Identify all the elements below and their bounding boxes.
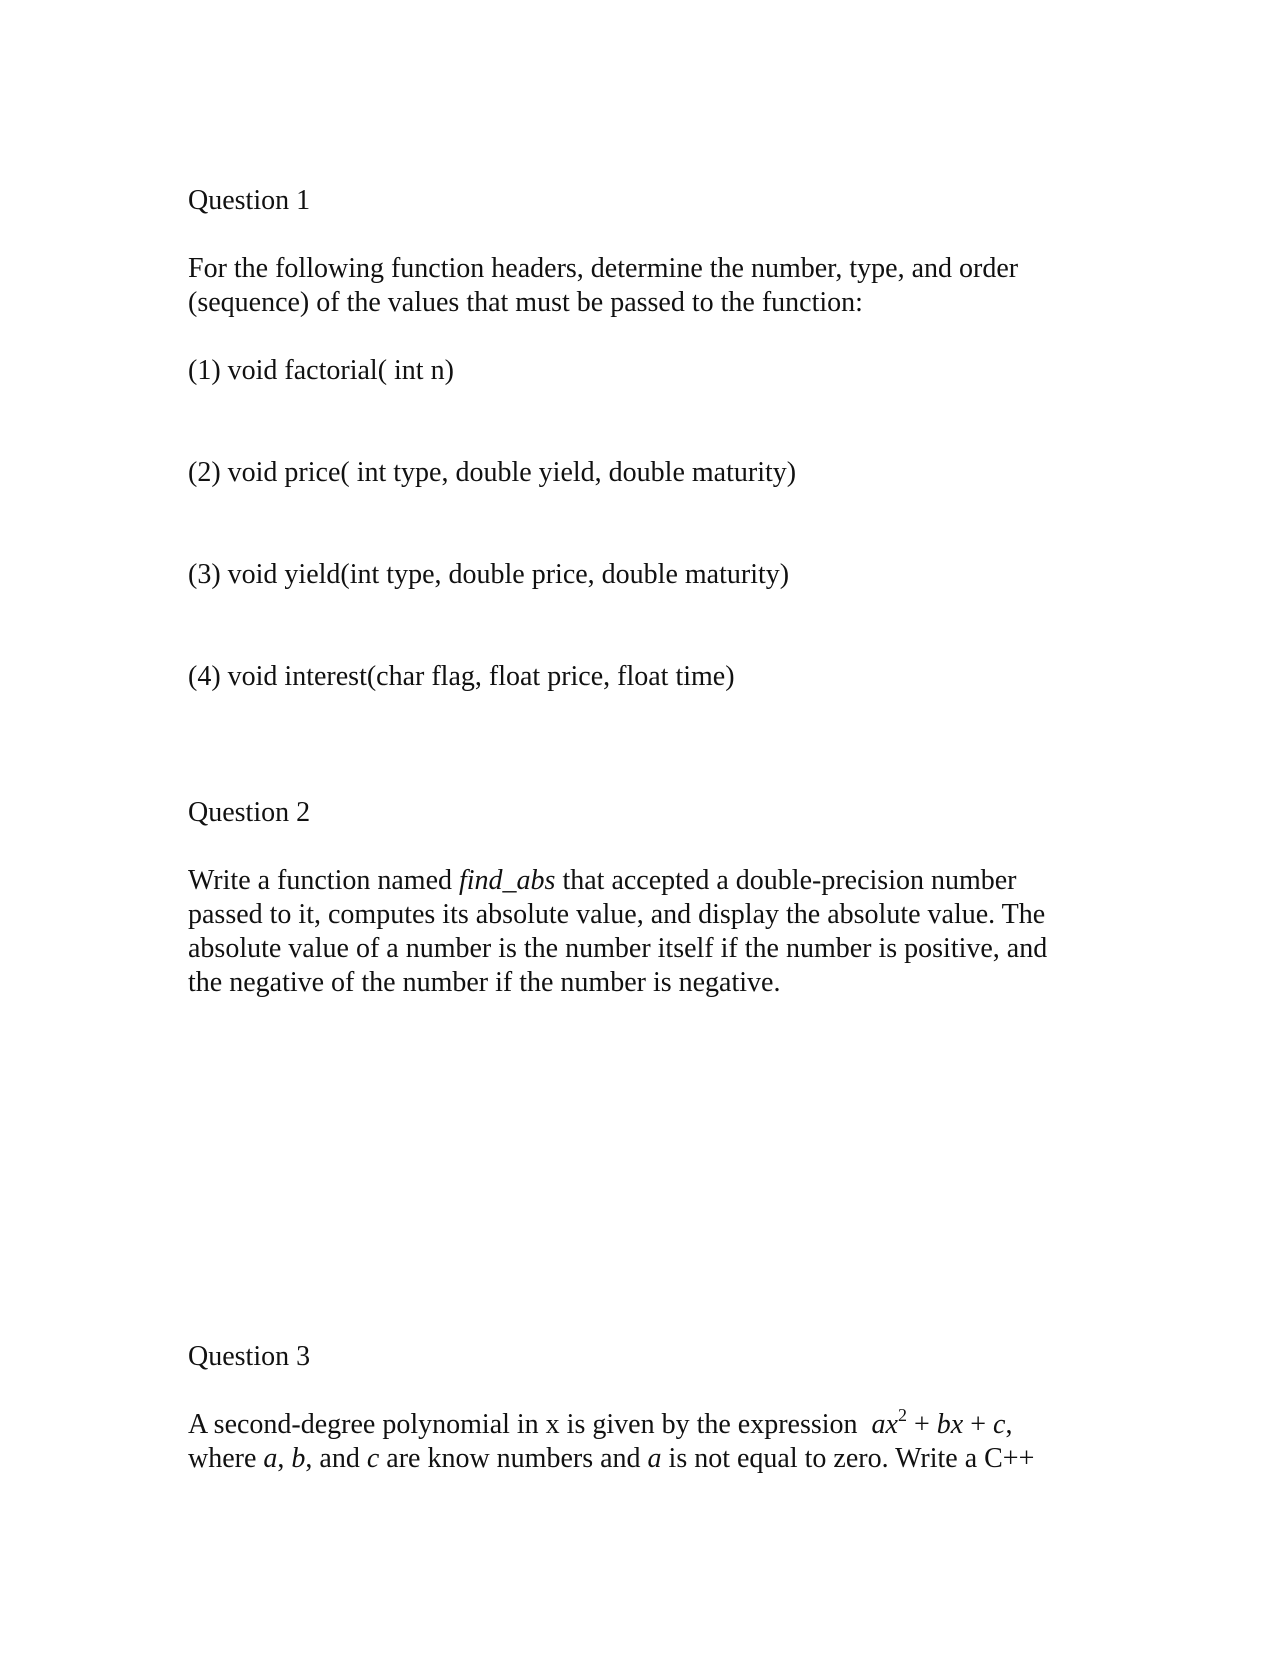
question-2-body [188, 864, 1108, 1000]
question-1-intro-line-1: For the following function headers, determine the number, type, and order [188, 253, 1019, 284]
var-c: c [366, 1443, 380, 1474]
where-text: where [188, 1443, 264, 1474]
question-1-title [188, 184, 1108, 218]
question-1-title-text: Question 1 [188, 185, 311, 216]
expr-plus-2: + [963, 1409, 993, 1440]
question-1-item-3 [188, 558, 1108, 592]
question-1-item-4 [188, 660, 1108, 694]
and-text: , and [305, 1443, 367, 1474]
question-1-item-1 [188, 354, 1108, 388]
expr-end: , [1005, 1409, 1013, 1440]
question-3-title-text: Question 3 [188, 1341, 311, 1372]
var-b: b [291, 1443, 306, 1474]
expr-ax: ax [871, 1409, 898, 1440]
question-3-line-2-mid: are know numbers and [379, 1443, 648, 1474]
var-a: a [263, 1443, 278, 1474]
comma-1: , [277, 1443, 292, 1474]
question-1-intro-line-2: (sequence) of the values that must be passed to the function: [188, 287, 863, 318]
question-3-title [188, 1340, 1108, 1374]
question-2-line-1-post: that accepted a double-precision number [555, 865, 1017, 896]
question-2-line-1 [188, 864, 1108, 898]
expr-c: c [993, 1409, 1006, 1440]
function-header-3: (3) void yield(int type, double price, double maturity) [188, 559, 790, 590]
question-2-title-text: Question 2 [188, 797, 311, 828]
function-header-2: (2) void price( int type, double yield, double maturity) [188, 457, 797, 488]
question-2-title [188, 796, 1108, 830]
question-1-intro [188, 252, 1108, 320]
question-2-line-1-pre: Write a function named [188, 865, 459, 896]
question-2-line-3: absolute value of a number is the number itself if the number is positive, and [188, 933, 1048, 964]
expr-bx: bx [936, 1409, 964, 1440]
question-3-body [188, 1404, 1108, 1476]
question-1-item-2 [188, 456, 1108, 490]
question-3-line-2-end: is not equal to zero. Write a C++ [661, 1443, 1035, 1474]
question-3-line-1-text: A second-degree polynomial in x is given by the expression [188, 1409, 872, 1440]
function-header-1: (1) void factorial( int n) [188, 355, 454, 386]
question-2-line-2: passed to it, computes its absolute value, and display the absolute value. The [188, 899, 1046, 930]
var-a-2: a [647, 1443, 662, 1474]
function-header-4: (4) void interest(char flag, float price, float time) [188, 661, 735, 692]
function-name-find-abs: find_abs [459, 865, 556, 896]
question-3-line-2 [188, 1442, 1108, 1476]
question-3-line-1 [188, 1404, 1108, 1442]
question-2-line-4: the negative of the number if the number is negative. [188, 967, 781, 998]
expr-plus-1: + [906, 1409, 937, 1440]
expr-exponent: 2 [897, 1404, 907, 1425]
